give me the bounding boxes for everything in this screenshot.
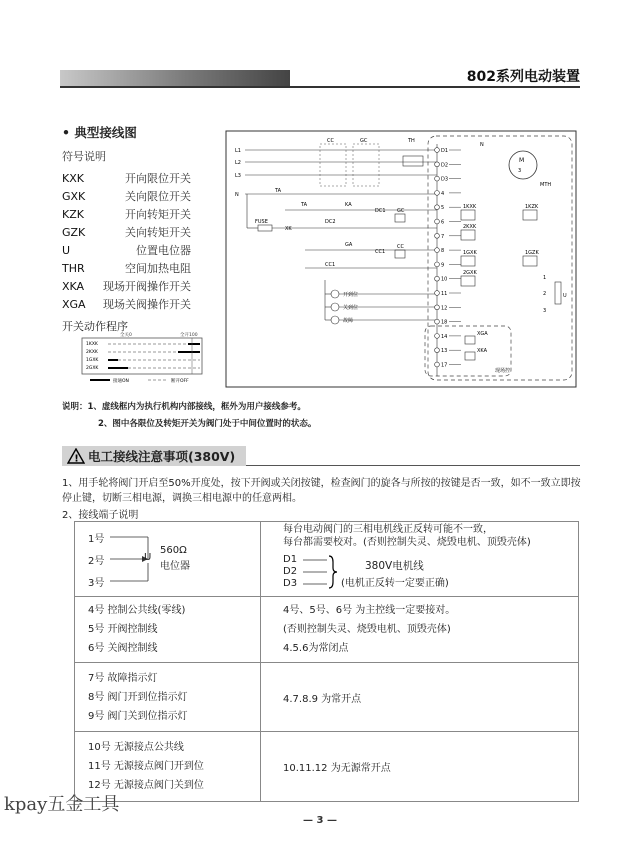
relay-label: CC1	[325, 262, 336, 268]
pot-label: 电位器	[160, 561, 190, 572]
legend-code: THR	[62, 262, 85, 275]
terminal-dot	[435, 319, 440, 324]
legend-caption: 符号说明	[62, 150, 106, 163]
table-row	[75, 522, 579, 597]
table-row	[75, 597, 579, 663]
switch-label: 2KXK	[463, 224, 477, 230]
terminal-dot	[435, 248, 440, 253]
section-title-bar	[62, 446, 246, 466]
table-row	[75, 732, 579, 802]
terminal-note: (否则控制失灵、烧毁电机、顶毁壳体)	[283, 624, 451, 635]
legend-row	[62, 260, 191, 278]
d-label: D3	[283, 577, 298, 589]
section-title-electrical: 电工接线注意事项(380V)	[88, 449, 236, 464]
table-row	[75, 663, 579, 732]
terminal-note: 4.7.8.9 为常开点	[283, 693, 362, 705]
motor-phase: 3	[518, 168, 522, 174]
terminal-desc: 5号 开阀控制线	[88, 624, 158, 635]
legend-code: GZK	[62, 226, 86, 239]
label-ta: TA	[275, 188, 282, 194]
legend-row	[62, 188, 191, 206]
motor-heater: MTH	[540, 182, 552, 188]
legend-row	[62, 170, 191, 188]
legend-row	[62, 278, 191, 296]
switch-label: 2GXK	[463, 270, 477, 276]
terminal-label: 14	[441, 333, 448, 340]
motor-note: (电机正反转一定要正确)	[341, 577, 449, 589]
note-line-2: 2、图中各限位及转矩开关为阀门处于中间位置时的状态。	[98, 419, 317, 429]
legend-desc: 关向转矩开关	[125, 226, 191, 239]
label-ga: GA	[345, 242, 353, 248]
terminal-label: 18	[441, 319, 448, 326]
table-cell	[75, 522, 261, 597]
motor-warning-1: 每台电动阀门的三相电机线正反转可能不一致，	[283, 523, 493, 535]
pot-pin: 3	[543, 308, 547, 314]
legend-code: KXK	[62, 172, 84, 185]
line-label: L3	[235, 173, 241, 179]
terminal-desc: 12号 无源接点阀门关到位	[88, 780, 204, 791]
terminal-label: D2	[441, 162, 449, 169]
terminal-label: D3	[441, 176, 449, 183]
terminal-dot	[435, 191, 440, 196]
paragraph-phase-check: 1、用手轮将阀门开启至50%开度处，按下开阀或关闭按键，检查阀门的旋各与所按的按键是否一致，如不一致立即按停止键，切断三相电源，调换三相电源中的任意两相。	[62, 478, 581, 504]
contactor-gc: GC	[360, 138, 368, 144]
legend-desc: 开向限位开关	[125, 172, 191, 185]
table-cell	[261, 597, 579, 663]
line-label: N	[235, 192, 239, 198]
seq-row-label: 2KXK	[86, 350, 98, 355]
terminal-label: 7	[441, 233, 445, 240]
terminal-dot	[435, 305, 440, 310]
table-cell	[75, 597, 261, 663]
d-label: D2	[283, 565, 298, 577]
terminal-note: 4.5.6为常闭点	[283, 643, 349, 654]
legend-desc: 空间加热电阻	[125, 262, 191, 275]
switch-label: 1GZK	[525, 250, 539, 256]
pin-label: 3号	[88, 578, 105, 589]
switch-label: 1KXK	[463, 204, 477, 210]
relay-label: DC1	[375, 208, 386, 214]
switch-label: XGA	[477, 331, 488, 337]
pot-pin: 1	[543, 275, 547, 281]
terminal-dot	[435, 291, 440, 296]
terminal-dot	[435, 176, 440, 181]
legend-desc: 关向限位开关	[125, 190, 191, 203]
terminal-desc: 11号 无源接点阀门开到位	[88, 761, 204, 772]
d-terminal-group	[283, 552, 578, 596]
terminal-desc: 9号 阀门关到位指示灯	[88, 710, 188, 722]
terminal-column	[435, 148, 461, 369]
terminal-dot	[435, 334, 440, 339]
lamp-label: 关到位	[343, 305, 359, 311]
table-cell	[261, 732, 579, 802]
legend-desc: 开向转矩开关	[125, 208, 191, 221]
terminal-label: 13	[441, 348, 448, 355]
terminal-desc: 7号 故障指示灯	[88, 672, 158, 684]
legend-code: KZK	[62, 208, 84, 221]
terminal-label: 12	[441, 305, 448, 312]
switch-sequence-chart	[80, 330, 204, 386]
seq-legend-off: 断开OFF	[171, 379, 189, 384]
terminal-dot	[435, 233, 440, 238]
pin-label: 1号	[88, 534, 105, 545]
terminal-dot	[435, 362, 440, 367]
terminal-note: 4号、5号、6号 为主控线一定要接对。	[283, 605, 456, 616]
relay-label: CC	[397, 244, 404, 250]
legend-row	[62, 206, 191, 224]
terminal-desc: 10号 无源接点公共线	[88, 742, 184, 753]
section-rule	[246, 465, 580, 466]
terminal-dot	[435, 219, 440, 224]
note-line-1: 说明：1、虚线框内为执行机构内部接线，框外为用户接线参考。	[62, 402, 306, 412]
watermark: kpay五金工具	[4, 794, 120, 815]
terminal-dot	[435, 348, 440, 353]
pot-label: U	[563, 293, 567, 299]
section-title-wiring: • 典型接线图	[62, 125, 137, 140]
switch-label: XKA	[477, 348, 488, 354]
header-rule	[60, 86, 580, 88]
legend-row	[62, 242, 191, 260]
label-fuse: FUSE	[255, 219, 268, 225]
terminal-desc: 4号 控制公共线(零线)	[88, 605, 186, 616]
terminal-label: D1	[441, 148, 449, 154]
page-header-title: 802系列电动装置	[466, 69, 580, 85]
seq-row-label: 1GXK	[86, 358, 99, 363]
legend-desc: 位置电位器	[136, 244, 191, 257]
lamp-label: 故障	[343, 318, 354, 324]
switch-label: 1KZK	[525, 204, 539, 210]
table-cell	[261, 522, 579, 597]
terminal-label: 17	[441, 362, 448, 369]
label-xk: XK	[285, 226, 292, 232]
paragraph-terminal-title: 2、接线端子说明	[62, 510, 139, 521]
line-label: L2	[235, 160, 241, 166]
terminal-dot	[435, 262, 440, 267]
pin-label: 2号	[88, 556, 105, 567]
lamp-label: 开到位	[343, 292, 359, 298]
motor-warning-2: 每台都需要校对。(否则控制失灵、烧毁电机、顶毁壳体)	[283, 536, 531, 548]
u-label: U	[144, 552, 152, 563]
terminal-label: 4	[441, 190, 445, 197]
seq-row-label: 1KXK	[86, 342, 98, 347]
motor-label: M	[519, 157, 525, 164]
legend-desc: 现场开阀操作开关	[103, 280, 191, 293]
seq-top-left: 全关0	[120, 333, 132, 338]
seq-top-right: 全开100	[180, 333, 198, 338]
header-band	[60, 70, 290, 86]
seq-legend-on: 接通ON	[113, 379, 129, 384]
terminal-label: 10	[441, 276, 448, 283]
relay-label: DC2	[325, 219, 336, 225]
table-cell	[75, 663, 261, 732]
terminal-desc: 8号 阀门开到位指示灯	[88, 691, 188, 703]
terminal-note: 10.11.12 为无源常开点	[283, 763, 391, 774]
terminal-label: 9	[441, 262, 445, 269]
site-box-label: 现场控	[495, 368, 511, 374]
legend-code: XGA	[62, 298, 86, 311]
symbol-legend	[62, 148, 191, 314]
seq-row-label: 2GXK	[86, 366, 99, 371]
brace-icon	[303, 552, 343, 592]
motor-line-label: 380V电机线	[365, 559, 424, 572]
wiring-diagram	[225, 130, 577, 388]
line-label: L1	[235, 148, 241, 154]
switch-label: 1GXK	[463, 250, 477, 256]
label-ka: KA	[345, 202, 352, 208]
motor-neutral: N	[480, 142, 484, 148]
pot-pin: 2	[543, 291, 547, 297]
warning-icon	[67, 448, 85, 464]
legend-code: XKA	[62, 280, 85, 293]
relay-label: GC	[397, 208, 405, 214]
warning-mark: !	[74, 453, 79, 464]
terminal-dot	[435, 276, 440, 281]
terminal-dot	[435, 148, 440, 153]
table-cell	[261, 663, 579, 732]
ohm-label: 560Ω	[160, 545, 187, 556]
terminal-dot	[435, 205, 440, 210]
relay-label: CC1	[375, 249, 386, 255]
switch-sequence-caption: 开关动作程序	[62, 320, 128, 333]
terminal-label: 6	[441, 219, 445, 226]
terminal-label: 8	[441, 248, 445, 255]
terminal-label: 11	[441, 291, 448, 297]
legend-row	[62, 224, 191, 242]
terminal-table	[74, 521, 579, 802]
legend-row	[62, 296, 191, 314]
heater-th: TH	[408, 138, 415, 144]
legend-desc: 现场关阀操作开关	[103, 298, 191, 311]
page-number: — 3 —	[303, 815, 337, 826]
legend-code: U	[62, 244, 71, 257]
label-ta: TA	[301, 202, 308, 208]
legend-code: GXK	[62, 190, 86, 203]
d-label: D1	[283, 553, 298, 565]
terminal-dot	[435, 162, 440, 167]
terminal-desc: 6号 关阀控制线	[88, 643, 158, 654]
contactor-cc: CC	[327, 138, 334, 144]
terminal-label: 5	[441, 205, 445, 212]
